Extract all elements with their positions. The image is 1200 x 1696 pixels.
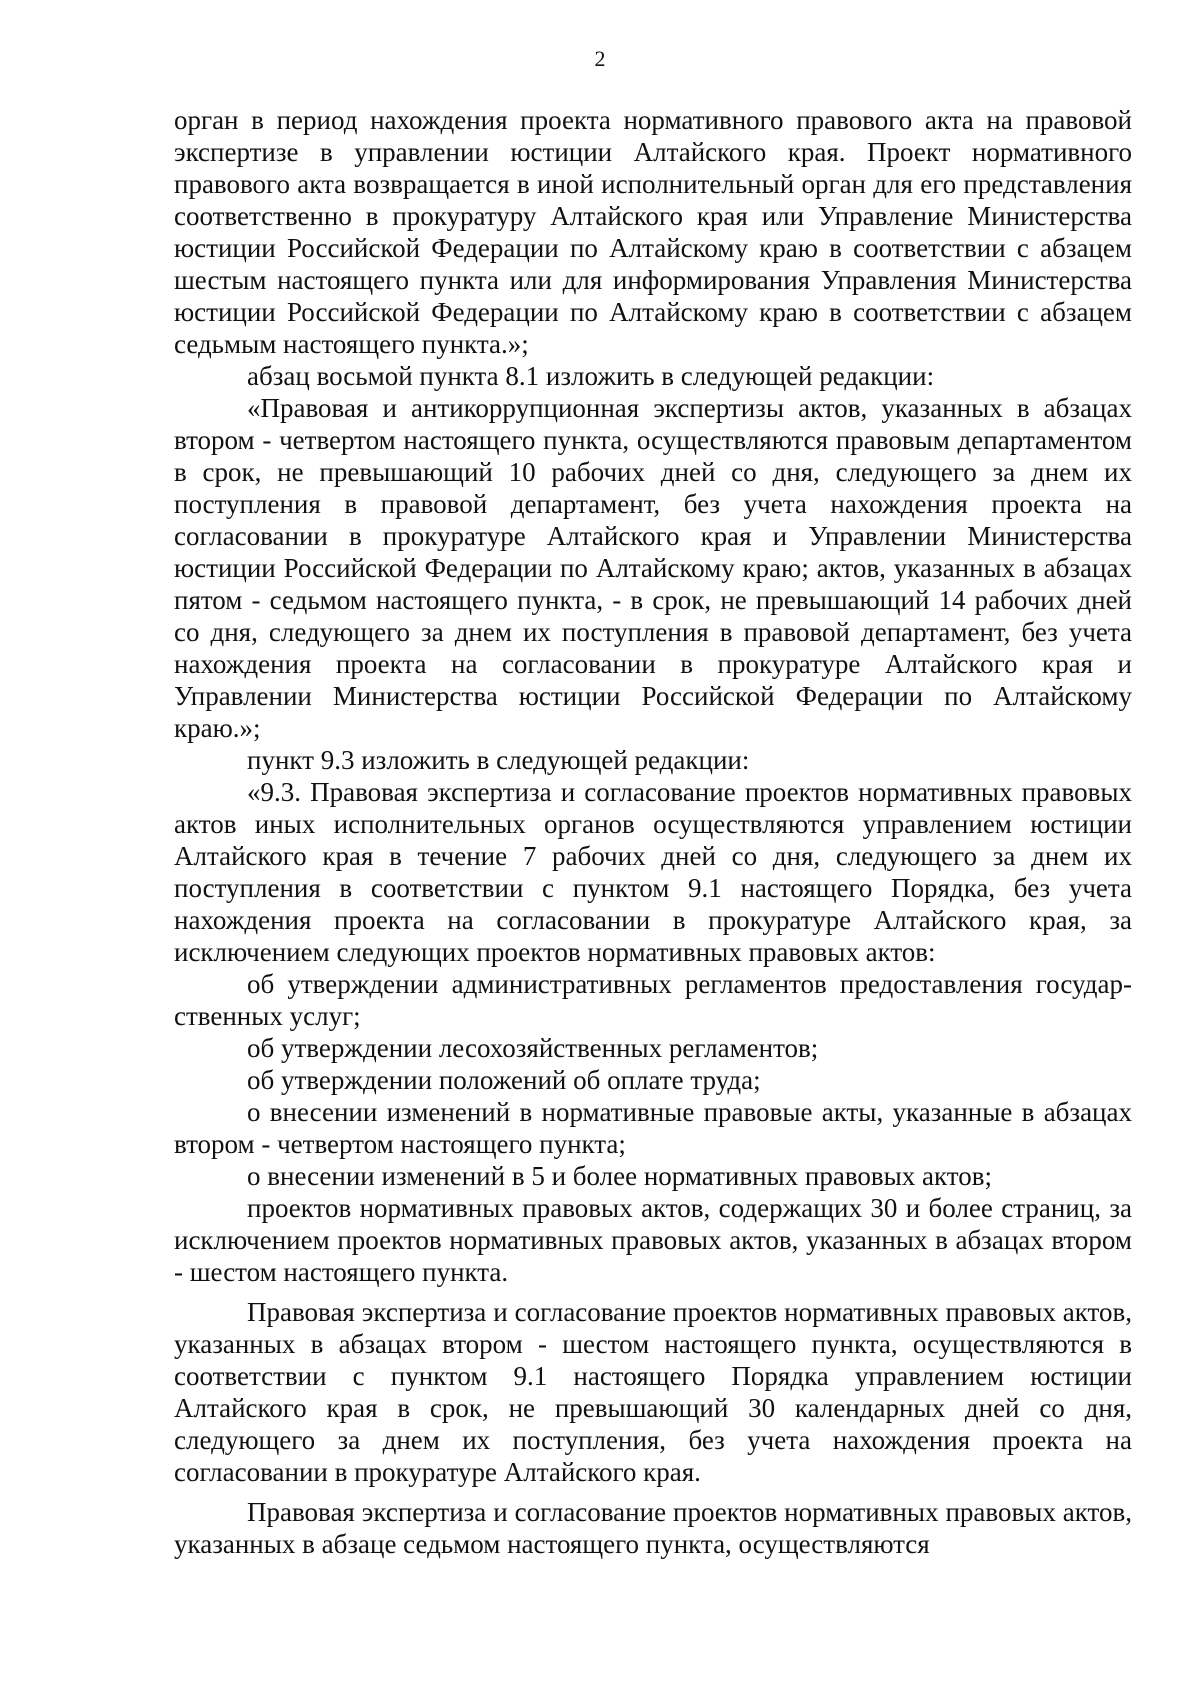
paragraph: Правовая экспертиза и согласование проектов нормативных правовых актов, указанных в абзацах втором - шестом настоящего пункта, осуществляются в соответствии с пунктом 9.1 настоящего Порядка управлением юстиции Алтайского края в срок, не превышающий 30 календарных дней со дня, следующего за днем их поступления, без учета нахождения проекта на согласовании в прокуратуре Алтайского края. xyxy=(174,1297,1132,1487)
paragraph-continuation: орган в период нахождения проекта нормативного правового акта на правовой экспертизе в управлении юстиции Алтайского края. Проект нормативного правового акта возвращается в иной исполнительный орган для его представления соответственно в прокуратуру Алтайского края или Управление Министерства юстиции Российской Федерации по Алтайскому краю в соответствии с абзацем шестым настоящего пункта или для информирования Управления Министерства юстиции Российской Федерации по Алтайскому краю в соответствии с абзацем седьмым настоящего пункта.»; xyxy=(174,105,1132,359)
list-item: об утверждении лесохозяйственных регламентов; xyxy=(247,1033,819,1063)
paragraph: Правовая экспертиза и согласование проектов нормативных правовых актов, указанных в абзаце седьмом настоящего пункта, осуществляются xyxy=(174,1497,1132,1559)
list-item: о внесении изменений в нормативные правовые акты, указанные в абзацах втором - четвертом настоящего пункта; xyxy=(174,1097,1132,1159)
paragraph-quoted-text: «Правовая и антикоррупционная экспертизы актов, указанных в абзацах втором - четвертом настоящего пункта, осуществляются правовым департаментом в срок, не превышающий 10 рабочих дней со дня, следующего за днем их поступления в правовой департамент, без учета нахождения проекта на согласовании в прокуратуре Алтайского края и Управлении Министерства юстиции Российской Федерации по Алтайскому краю; актов, указанных в абзацах пятом - седьмом настоящего пункта, - в срок, не превышающий 14 рабочих дней со дня, следующего за днем их поступления в правовой департамент, без учета нахождения проекта на согласовании в прокуратуре Алтайского края и Управлении Министерства юстиции Российской Федерации по Алтайскому краю.»; xyxy=(174,393,1132,743)
list-item: об утверждении положений об оплате труда; xyxy=(247,1065,761,1095)
paragraph-amendment-intro: пункт 9.3 изложить в следующей редакции: xyxy=(247,745,750,775)
list-item: о внесении изменений в 5 и более нормативных правовых актов; xyxy=(247,1161,992,1191)
paragraph-quoted-text: «9.3. Правовая экспертиза и согласование проектов нормативных правовых актов иных исполнительных органов осуществляются управлением юстиции Алтайского края в течение 7 рабочих дней со дня, следующего за днем их поступления в соответствии с пунктом 9.1 настоящего Порядка, без учета нахождения проекта на согласовании в прокуратуре Алтайского края, за исключением следующих проектов нормативных правовых актов: xyxy=(174,777,1132,967)
list-item: об утверждении административных регламентов предоставления государственных услуг; xyxy=(174,969,1132,1031)
document-body xyxy=(174,104,1132,1560)
list-item: проектов нормативных правовых актов, содержащих 30 и более страниц, за исключением проектов нормативных правовых актов, указанных в абзацах втором - шестом настоящего пункта. xyxy=(174,1193,1132,1287)
page-number: 2 xyxy=(594,46,606,71)
paragraph-amendment-intro: абзац восьмой пункта 8.1 изложить в следующей редакции: xyxy=(247,361,935,391)
